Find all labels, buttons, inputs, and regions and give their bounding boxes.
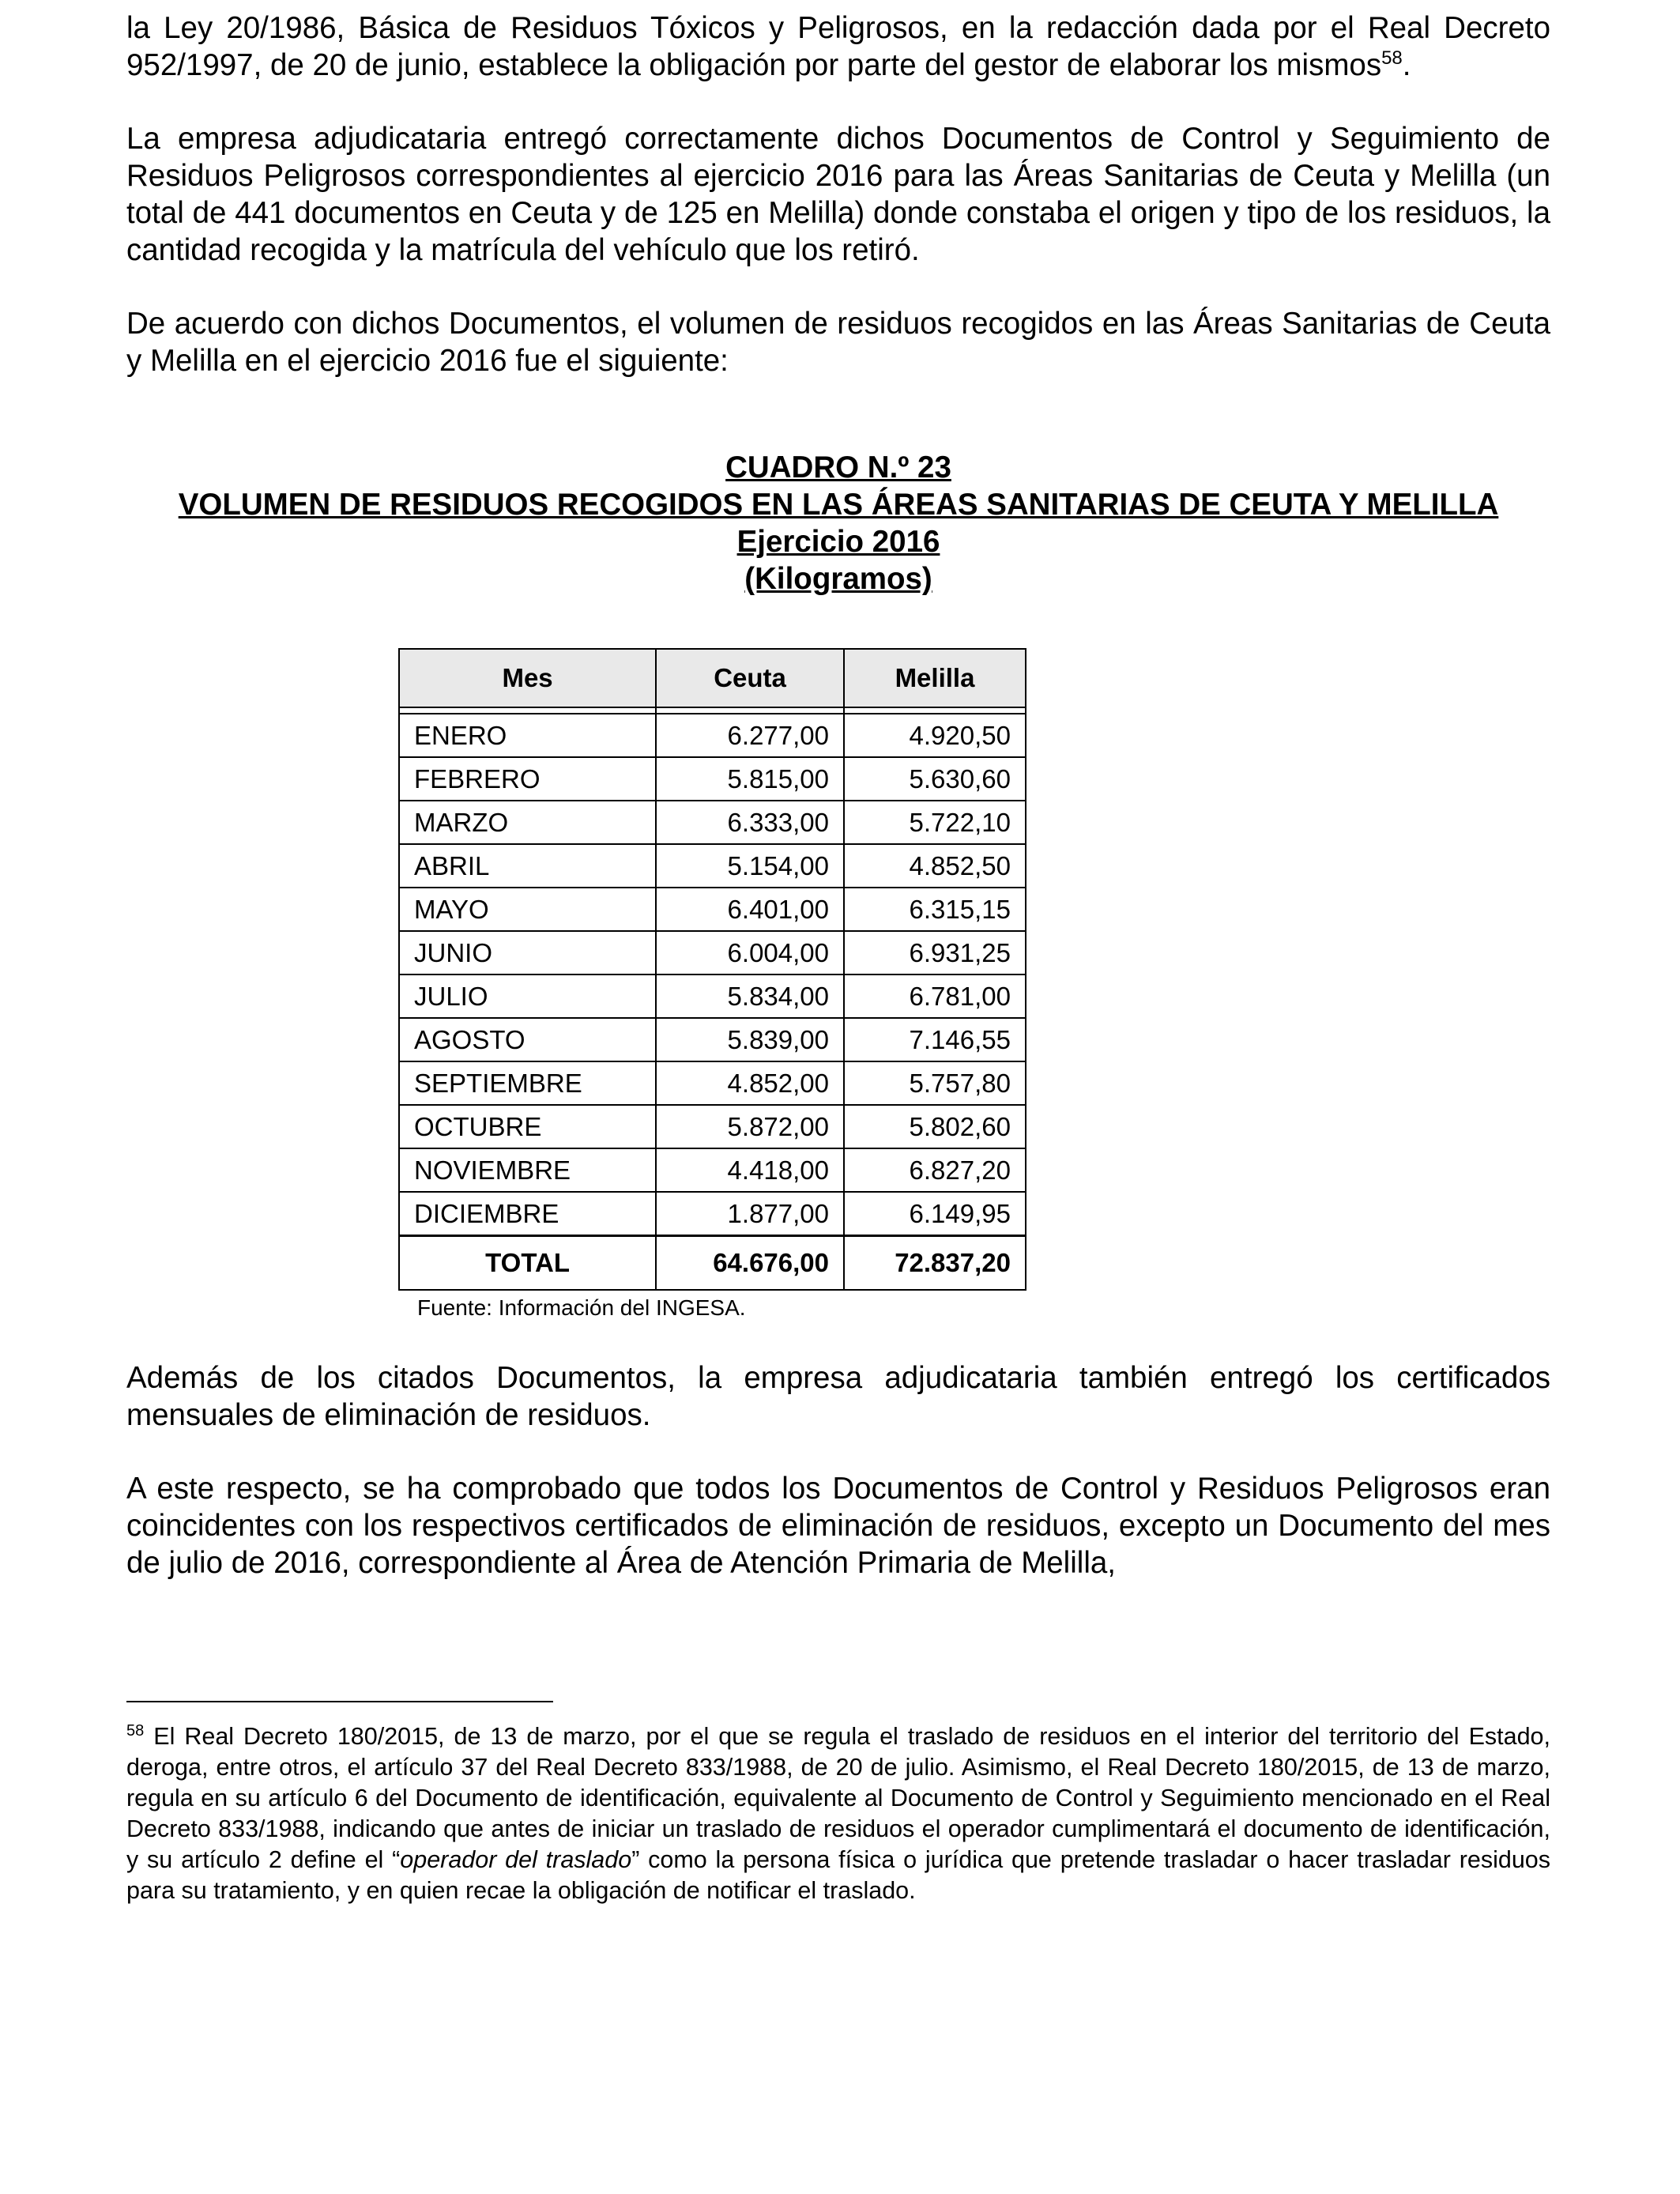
total-ceuta: 64.676,00 <box>656 1236 844 1291</box>
table-total-row <box>399 1236 1026 1291</box>
waste-volume-table-container <box>398 648 1030 1321</box>
cell-ceuta: 6.277,00 <box>656 714 844 757</box>
cell-ceuta: 4.418,00 <box>656 1148 844 1192</box>
paragraph-3: De acuerdo con dichos Documentos, el volumen de residuos recogidos en las Áreas Sanitarias de Ceuta y Melilla en el ejercicio 2016 fue el siguiente: <box>126 307 1550 378</box>
paragraph-2: La empresa adjudicataria entregó correctamente dichos Documentos de Control y Seguimiento de Residuos Peligrosos correspondientes al ejercicio 2016 para las Áreas Sanitarias de Ceuta y Melilla (un total de 441 documentos en Ceuta y de 125 en Melilla) donde constaba el origen y tipo de los residuos, la cantidad recogida y la matrícula del vehículo que los retiró. <box>126 122 1550 267</box>
cell-melilla: 4.852,50 <box>844 844 1026 888</box>
cell-ceuta: 4.852,00 <box>656 1061 844 1105</box>
cell-month: DICIEMBRE <box>399 1192 656 1236</box>
table-title-unit: (Kilogramos) <box>744 562 932 596</box>
footnote-text-after: ” como la persona física o jurídica que pretende trasladar o hacer trasladar residuos para su tratamiento, y en quien recae la obligación de notificar el traslado. <box>126 1846 1550 1904</box>
table-title-year: Ejercicio 2016 <box>736 525 940 559</box>
table-row <box>399 1148 1026 1192</box>
cell-melilla: 6.781,00 <box>844 974 1026 1018</box>
header-mes: Mes <box>399 649 656 707</box>
cell-month: JUNIO <box>399 931 656 974</box>
cell-melilla: 6.315,15 <box>844 888 1026 931</box>
table-row <box>399 844 1026 888</box>
table-row <box>399 714 1026 757</box>
footnote-text-before: El Real Decreto 180/2015, de 13 de marzo, por el que se regula el traslado de residuos en el interior del territorio del Estado, deroga, entre otros, el artículo 37 del Real Decreto 833/1988, de 20 de julio. Asimismo, el Real Decreto 180/2015, de 13 de marzo, regula en su artículo 6 del Documento de identificación, equivalente al Documento de Control y Seguimiento mencionado en el Real Decreto 833/1988, indicando que antes de iniciar un traslado de residuos el operador cumplimentará el documento de identificación, y su artículo 2 define el “ <box>126 1723 1550 1873</box>
table-row <box>399 801 1026 844</box>
table-row <box>399 1061 1026 1105</box>
cell-melilla: 5.802,60 <box>844 1105 1026 1148</box>
paragraph-5: A este respecto, se ha comprobado que todos los Documentos de Control y Residuos Peligrosos eran coincidentes con los respectivos certificados de eliminación de residuos, excepto un Documento del mes de julio de 2016, correspondiente al Área de Atención Primaria de Melilla, <box>126 1472 1550 1580</box>
table-source: Fuente: Información del INGESA. <box>417 1295 746 1320</box>
cell-month: OCTUBRE <box>399 1105 656 1148</box>
cell-melilla: 5.630,60 <box>844 757 1026 801</box>
footnote-number: 58 <box>126 1721 145 1740</box>
cell-month: FEBRERO <box>399 757 656 801</box>
table-row <box>399 1018 1026 1061</box>
table-row <box>399 888 1026 931</box>
cell-ceuta: 5.872,00 <box>656 1105 844 1148</box>
cell-month: SEPTIEMBRE <box>399 1061 656 1105</box>
table-row <box>399 931 1026 974</box>
cell-ceuta: 5.834,00 <box>656 974 844 1018</box>
cell-ceuta: 6.333,00 <box>656 801 844 844</box>
cell-month: MARZO <box>399 801 656 844</box>
document-body-lower <box>126 1359 1550 1618</box>
cell-melilla: 6.931,25 <box>844 931 1026 974</box>
cell-melilla: 4.920,50 <box>844 714 1026 757</box>
cell-ceuta: 1.877,00 <box>656 1192 844 1236</box>
paragraph-1 <box>126 9 1550 84</box>
table-row <box>399 974 1026 1018</box>
cell-month: JULIO <box>399 974 656 1018</box>
footnote-emphasis: operador del traslado <box>400 1846 632 1873</box>
table-title-name: VOLUMEN DE RESIDUOS RECOGIDOS EN LAS ÁREAS SANITARIAS DE CEUTA Y MELILLA <box>178 488 1499 522</box>
footnote-separator <box>126 1701 553 1702</box>
cell-ceuta: 6.401,00 <box>656 888 844 931</box>
table-body <box>399 707 1026 1290</box>
footnote-ref[interactable]: 58 <box>1381 47 1403 70</box>
cell-month: ABRIL <box>399 844 656 888</box>
header-melilla: Melilla <box>844 649 1026 707</box>
cell-melilla: 7.146,55 <box>844 1018 1026 1061</box>
paragraph-1-suffix: . <box>1402 48 1411 82</box>
cell-month: NOVIEMBRE <box>399 1148 656 1192</box>
table-row <box>399 1105 1026 1148</box>
paragraph-4: Además de los citados Documentos, la empresa adjudicataria también entregó los certificados mensuales de eliminación de residuos. <box>126 1361 1550 1432</box>
cell-month: ENERO <box>399 714 656 757</box>
cell-month: MAYO <box>399 888 656 931</box>
cell-melilla: 6.149,95 <box>844 1192 1026 1236</box>
waste-volume-table <box>398 648 1026 1291</box>
table-title-number: CUADRO N.º 23 <box>725 450 951 484</box>
total-melilla: 72.837,20 <box>844 1236 1026 1291</box>
table-spacer <box>399 707 1026 714</box>
cell-ceuta: 5.154,00 <box>656 844 844 888</box>
cell-month: AGOSTO <box>399 1018 656 1061</box>
total-label: TOTAL <box>399 1236 656 1291</box>
table-title <box>126 449 1550 598</box>
cell-ceuta: 5.839,00 <box>656 1018 844 1061</box>
footnote-58 <box>126 1721 1550 1906</box>
cell-ceuta: 5.815,00 <box>656 757 844 801</box>
paragraph-1-text: la Ley 20/1986, Básica de Residuos Tóxicos y Peligrosos, en la redacción dada por el Real Decreto 952/1997, de 20 de junio, establece la obligación por parte del gestor de elaborar los mismos <box>126 11 1550 82</box>
cell-melilla: 5.722,10 <box>844 801 1026 844</box>
cell-melilla: 6.827,20 <box>844 1148 1026 1192</box>
cell-ceuta: 6.004,00 <box>656 931 844 974</box>
table-header-row <box>399 649 1026 707</box>
cell-melilla: 5.757,80 <box>844 1061 1026 1105</box>
document-body <box>126 9 1550 598</box>
table-row <box>399 757 1026 801</box>
header-ceuta: Ceuta <box>656 649 844 707</box>
table-row <box>399 1192 1026 1236</box>
